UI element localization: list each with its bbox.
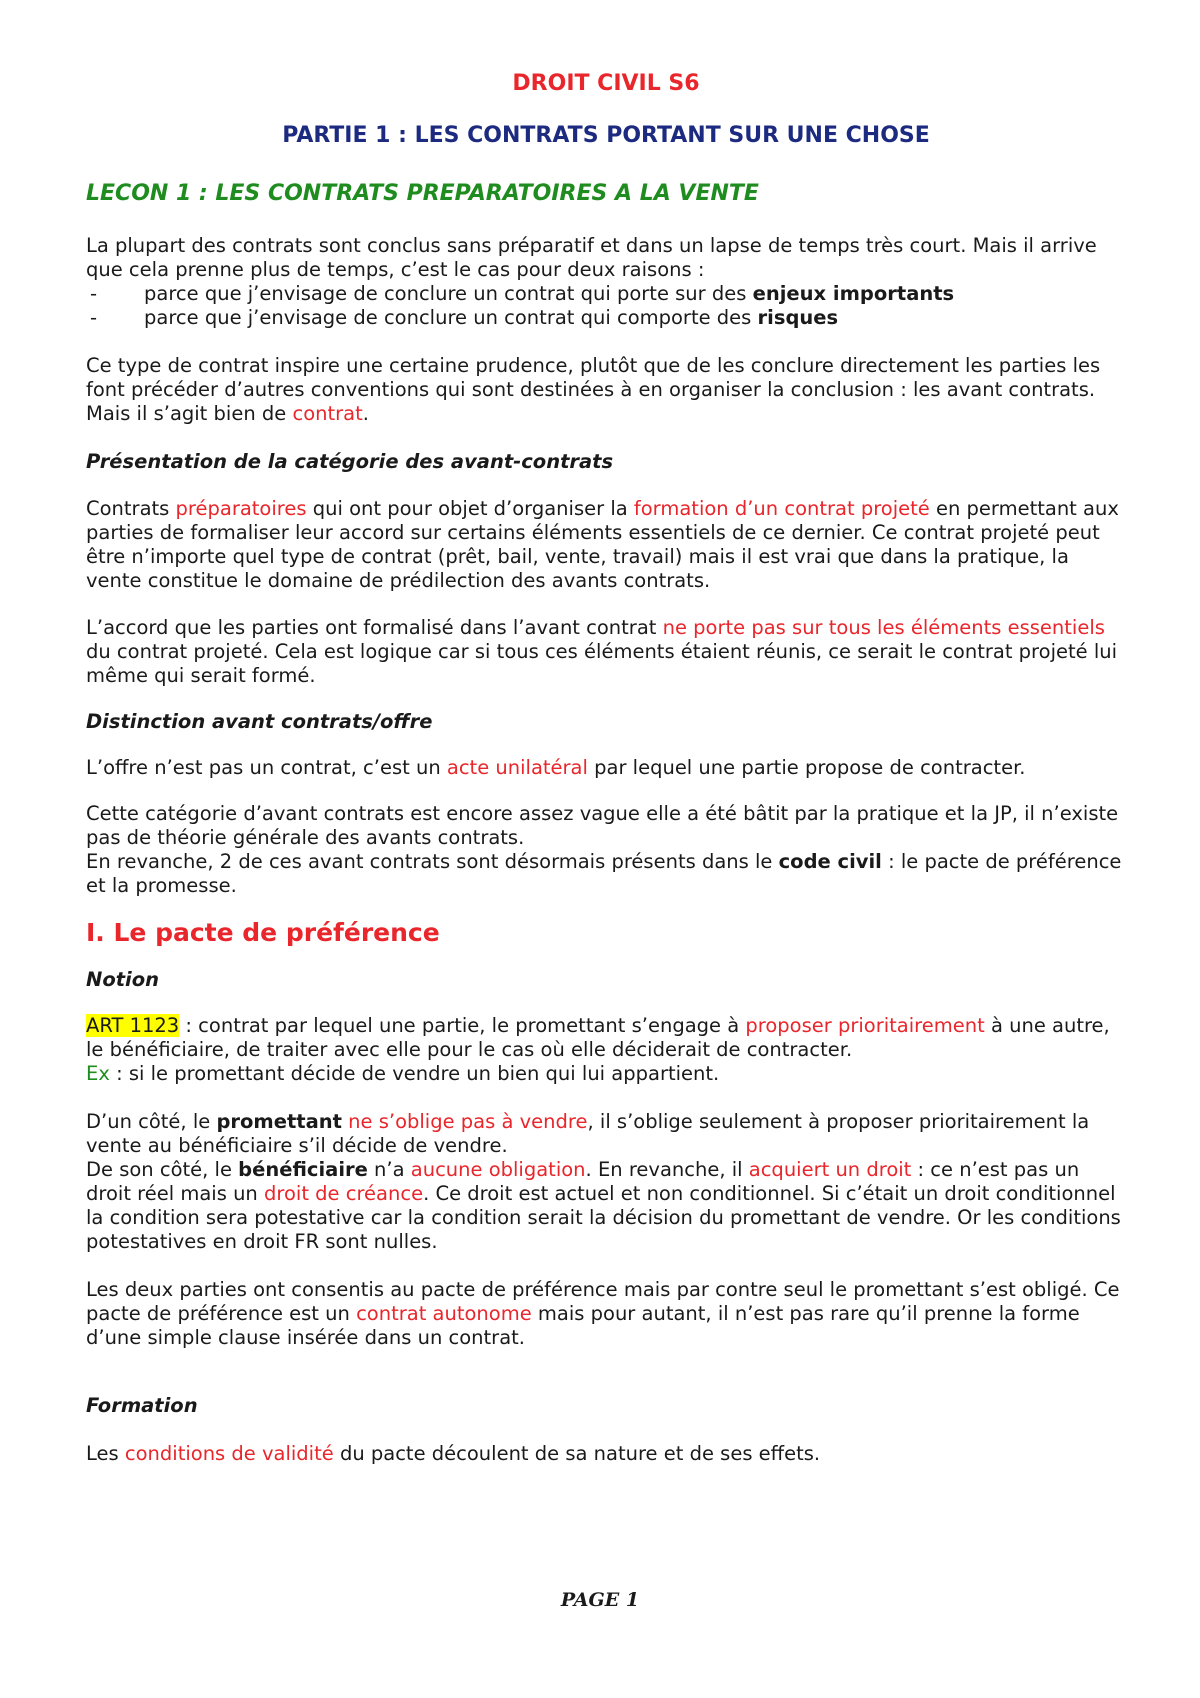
presentation-section <box>86 450 1126 688</box>
document-title: DROIT CIVIL S6 <box>512 71 700 96</box>
notion-paragraph-1: ART 1123 : contrat par lequel une partie, le promettant s’engage à proposer prioritairement à une autre, le bénéficiaire, de traiter avec elle pour le cas où elle déciderait de contracter. <box>86 1014 1110 1061</box>
section-1-heading: I. Le pacte de préférence <box>86 918 440 947</box>
reasons-list <box>86 282 1126 330</box>
page-number: PAGE 1 <box>560 1589 640 1611</box>
intro-paragraph-1: La plupart des contrats sont conclus sans préparatif et dans un lapse de temps très court. Mais il arrive que cela prenne plus de temps, c’est le cas pour deux raisons : <box>86 234 1097 281</box>
notion-paragraph-2: D’un côté, le promettant ne s’oblige pas à vendre, il s’oblige seulement à proposer prioritairement la vente au bénéficiaire s’il décide de vendre. <box>86 1110 1090 1157</box>
list-item: - parce que j’envisage de conclure un contrat qui comporte des risques <box>90 306 839 329</box>
dash-bullet: - <box>90 282 98 305</box>
dash-bullet: - <box>90 306 98 329</box>
distinction-section <box>86 710 1126 898</box>
formation-paragraph-1: Les conditions de validité du pacte découlent de sa nature et de ses effets. <box>86 1442 821 1465</box>
section-pacte <box>86 918 1126 1466</box>
distinction-paragraph-3: En revanche, 2 de ces avant contrats sont désormais présents dans le code civil : le pacte de préférence et la promesse. <box>86 850 1122 897</box>
notion-paragraph-3: De son côté, le bénéficiaire n’a aucune obligation. En revanche, il acquiert un droit : ce n’est pas un droit réel mais un droit de créance. Ce droit est actuel et non conditionnel. Si c’était un droit conditionnel la condition sera potestative car la condition serait la décision du promettant de vendre. Or les conditions potestatives en droit FR sont nulles. <box>86 1158 1121 1253</box>
list-item: - parce que j’envisage de conclure un contrat qui porte sur des enjeux importants <box>90 282 955 305</box>
presentation-paragraph-2: L’accord que les parties ont formalisé dans l’avant contrat ne porte pas sur tous les éléments essentiels du contrat projeté. Cela est logique car si tous ces éléments étaient réunis, ce serait le contrat projeté lui même qui serait formé. <box>86 616 1118 687</box>
article-reference: ART 1123 <box>86 1014 180 1037</box>
presentation-paragraph-1: Contrats préparatoires qui ont pour objet d’organiser la formation d’un contrat projeté en permettant aux parties de formaliser leur accord sur certains éléments essentiels de ce dernier. Ce contrat projeté peut être n’importe quel type de contrat (prêt, bail, vente, travail) mais il est vrai que dans la pratique, la vente constitue le domaine de prédilection des avants contrats. <box>86 497 1119 592</box>
intro-paragraph-2: Ce type de contrat inspire une certaine prudence, plutôt que de les conclure directement les parties les font précéder d’autres conventions qui sont destinées à en organiser la conclusion : les avant contrats. Mais il s’agit bien de contrat. <box>86 354 1101 425</box>
example-line: Ex : si le promettant décide de vendre un bien qui lui appartient. <box>86 1062 720 1085</box>
formation-heading: Formation <box>86 1394 198 1417</box>
distinction-paragraph-1: L’offre n’est pas un contrat, c’est un acte unilatéral par lequel une partie propose de contracter. <box>86 756 1026 779</box>
presentation-heading: Présentation de la catégorie des avant-contrats <box>86 450 614 473</box>
notion-heading: Notion <box>86 968 160 991</box>
partie-heading: PARTIE 1 : LES CONTRATS PORTANT SUR UNE CHOSE <box>282 123 930 148</box>
document-page <box>86 70 1126 1466</box>
lecon-heading: LECON 1 : LES CONTRATS PREPARATOIRES A LA VENTE <box>86 181 759 206</box>
intro-section <box>86 234 1126 426</box>
distinction-heading: Distinction avant contrats/offre <box>86 710 433 733</box>
distinction-paragraph-2: Cette catégorie d’avant contrats est encore assez vague elle a été bâtit par la pratique et la JP, il n’existe pas de théorie générale des avants contrats. <box>86 802 1119 849</box>
notion-paragraph-4: Les deux parties ont consentis au pacte de préférence mais par contre seul le promettant s’est obligé. Ce pacte de préférence est un contrat autonome mais pour autant, il n’est pas rare qu’il prenne la forme d’une simple clause insérée dans un contrat. <box>86 1278 1120 1349</box>
